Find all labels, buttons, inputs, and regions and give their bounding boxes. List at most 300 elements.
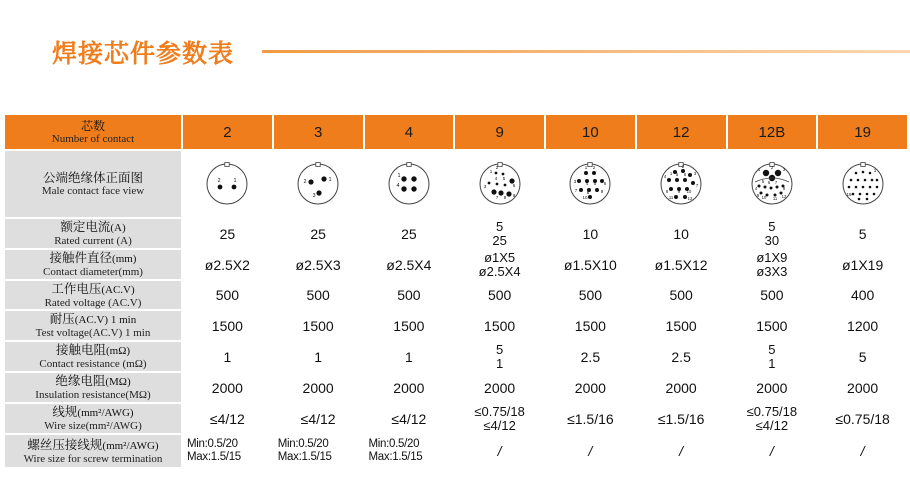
contact-diameter-value-9-line-2: ø2.5X4 bbox=[478, 263, 521, 279]
row-screw-wire-size bbox=[5, 435, 907, 467]
header-row bbox=[5, 115, 907, 149]
contact-pin bbox=[411, 176, 416, 181]
contact-pin bbox=[595, 188, 599, 192]
rated-current-value-10-line-1: 10 bbox=[582, 225, 599, 242]
insulation-resistance-value-4 bbox=[365, 373, 454, 402]
rated-voltage-value-10-line-1: 500 bbox=[578, 287, 603, 303]
pin-number: 9 bbox=[512, 193, 515, 198]
face-view-row bbox=[5, 151, 907, 217]
test-voltage-value-12b-line-1: 1500 bbox=[756, 317, 788, 334]
pin-number: 1 bbox=[669, 171, 673, 176]
face-view-label-cell bbox=[5, 151, 181, 217]
pin-number: 1 bbox=[757, 167, 761, 172]
test-voltage-value-2-line-1: 1500 bbox=[211, 317, 243, 334]
rated-current-value-9 bbox=[455, 219, 544, 248]
contact-pin bbox=[854, 186, 857, 189]
wire-size-label-cn-text: 线规 bbox=[52, 404, 78, 419]
contact-pin bbox=[501, 173, 504, 176]
rated-voltage-value-12b-line-1: 500 bbox=[760, 287, 784, 303]
rated-current-label-cell bbox=[5, 219, 181, 248]
screw-wire-size-value-12 bbox=[637, 435, 726, 467]
contact-pin bbox=[851, 193, 854, 196]
pin-number: 3 bbox=[693, 171, 697, 176]
spec-table bbox=[3, 113, 909, 469]
insulation-resistance-value-12 bbox=[637, 373, 726, 402]
test-voltage-value-12b bbox=[728, 311, 817, 340]
test-voltage-value-10-line-1: 1500 bbox=[574, 317, 606, 334]
rated-voltage-label-en: Rated voltage (AC.V) bbox=[44, 296, 142, 309]
wire-size-value-19 bbox=[818, 404, 907, 433]
contact-resistance-value-10 bbox=[546, 342, 635, 371]
header-col-19: 19 bbox=[818, 115, 907, 149]
rated-current-value-19-line-1: 5 bbox=[858, 225, 867, 242]
contact-pin bbox=[870, 179, 873, 182]
key-notch bbox=[860, 163, 864, 167]
contact-pin bbox=[857, 198, 860, 201]
insulation-resistance-value-2-line-1: 2000 bbox=[211, 379, 243, 396]
face-diagram-9 bbox=[475, 159, 525, 209]
pin-number: 8 bbox=[503, 195, 506, 200]
contact-diameter-label-cn-text: 接触件直径 bbox=[49, 250, 113, 265]
contact-resistance-value-12 bbox=[637, 342, 726, 371]
contact-pin bbox=[872, 193, 875, 196]
pin-number: 1 bbox=[873, 168, 876, 173]
pin-number: 1 bbox=[585, 165, 588, 170]
row-wire-size bbox=[5, 404, 907, 433]
key-notch bbox=[225, 163, 229, 167]
pin-number: 10 bbox=[582, 195, 588, 200]
rated-current-value-19 bbox=[818, 219, 907, 248]
contact-resistance-label-cell bbox=[5, 342, 181, 371]
contact-pin bbox=[506, 191, 511, 196]
contact-pin bbox=[503, 184, 506, 187]
pin-number: 6 bbox=[683, 172, 687, 177]
screw-wire-size-value-3-line-1: Min:0.5/20 bbox=[277, 438, 329, 450]
pin-number: 10 bbox=[686, 189, 692, 194]
insulation-resistance-value-9 bbox=[455, 373, 544, 402]
insulation-resistance-value-12b-line-1: 2000 bbox=[756, 379, 788, 396]
pin-number: 1 bbox=[328, 177, 332, 183]
contact-pin bbox=[495, 183, 498, 186]
contact-diameter-label-en: Contact diameter(mm) bbox=[43, 266, 143, 278]
contact-resistance-value-9-line-1: 5 bbox=[496, 341, 504, 357]
contact-diameter-label-unit: (mm) bbox=[112, 253, 137, 265]
insulation-resistance-value-12b bbox=[728, 373, 817, 402]
pin-number: 6 bbox=[604, 181, 607, 186]
test-voltage-value-12 bbox=[637, 311, 726, 340]
insulator-outline bbox=[207, 164, 247, 204]
contact-diameter-value-2 bbox=[183, 250, 272, 279]
wire-size-value-9-line-2: ≤4/12 bbox=[483, 417, 516, 433]
pin-number: 4 bbox=[586, 181, 589, 186]
screw-wire-size-value-4-line-1: Min:0.5/20 bbox=[368, 438, 420, 450]
rated-voltage-label-unit: (AC.V) bbox=[101, 283, 135, 296]
test-voltage-value-4 bbox=[365, 311, 454, 340]
wire-size-value-10-line-1: ≤1.5/16 bbox=[567, 410, 614, 427]
contact-diameter-value-4 bbox=[365, 250, 454, 279]
key-notch bbox=[588, 163, 592, 167]
wire-size-label-en: Wire size(mm²/AWG) bbox=[44, 420, 142, 432]
screw-wire-size-value-4 bbox=[365, 435, 454, 467]
rated-current-value-4 bbox=[365, 219, 454, 248]
face-cell-2 bbox=[183, 151, 272, 217]
screw-wire-size-label-unit: (mm²/AWG) bbox=[102, 439, 159, 452]
rated-current-label-en: Rated current (A) bbox=[54, 235, 132, 247]
contact-diameter-value-9-line-1: ø1X5 bbox=[484, 249, 516, 265]
test-voltage-label-unit: (AC.V) 1 min bbox=[74, 314, 137, 326]
wire-size-value-10 bbox=[546, 404, 635, 433]
insulation-resistance-value-19 bbox=[818, 373, 907, 402]
insulation-resistance-value-10 bbox=[546, 373, 635, 402]
pin-number: 7 bbox=[495, 195, 498, 200]
pin-number: 10 bbox=[761, 195, 767, 200]
wire-size-value-4-line-1: ≤4/12 bbox=[391, 410, 427, 427]
contact-diameter-value-12 bbox=[637, 250, 726, 279]
contact-resistance-value-2-line-1: 1 bbox=[223, 348, 232, 365]
rated-current-value-12b-line-2: 30 bbox=[764, 232, 780, 248]
contact-pin bbox=[669, 187, 673, 191]
wire-size-value-2-line-1: ≤4/12 bbox=[209, 410, 245, 427]
screw-wire-size-value-12b-line-1: / bbox=[769, 443, 774, 459]
contact-pin bbox=[218, 185, 223, 190]
contact-pin bbox=[411, 186, 416, 191]
contact-diameter-value-10-line-1: ø1.5X10 bbox=[563, 256, 617, 273]
contact-pin bbox=[775, 170, 781, 176]
rated-voltage-value-12b bbox=[728, 281, 817, 309]
rated-current-label-unit: (A) bbox=[110, 222, 126, 234]
rated-voltage-value-12-line-1: 500 bbox=[669, 287, 693, 303]
screw-wire-size-label-en: Wire size for screw termination bbox=[23, 452, 163, 465]
insulation-resistance-value-12-line-1: 2000 bbox=[665, 379, 697, 396]
pin-number: 5 bbox=[761, 179, 765, 184]
face-diagram-3 bbox=[293, 159, 343, 209]
insulation-resistance-value-19-line-1: 2000 bbox=[847, 379, 879, 396]
rated-voltage-value-4 bbox=[365, 281, 454, 309]
test-voltage-value-19-line-1: 1200 bbox=[847, 317, 879, 334]
contact-pin bbox=[584, 171, 588, 175]
contact-pin bbox=[861, 171, 864, 174]
header-col-12b: 12B bbox=[728, 115, 817, 149]
pin-number: 2 bbox=[303, 179, 307, 185]
contact-pin bbox=[757, 185, 760, 188]
pin-number: 12 bbox=[687, 196, 693, 201]
wire-size-value-9-line-1: ≤0.75/18 bbox=[474, 403, 525, 419]
header-col-3: 3 bbox=[274, 115, 363, 149]
contact-resistance-label-cn-text: 接触电阻 bbox=[55, 342, 106, 357]
insulation-resistance-label-unit: (MΩ) bbox=[105, 376, 131, 388]
pin-number: 8 bbox=[665, 189, 669, 194]
contact-pin bbox=[683, 178, 687, 182]
test-voltage-value-9-line-1: 1500 bbox=[484, 317, 516, 334]
contact-pin bbox=[868, 186, 871, 189]
wire-size-label-cn bbox=[5, 405, 181, 420]
face-diagram-12 bbox=[656, 159, 706, 209]
contact-pin bbox=[868, 172, 871, 175]
face-view-label-en: Male contact face view bbox=[41, 185, 145, 197]
rated-current-value-12b bbox=[728, 219, 817, 248]
contact-pin bbox=[675, 178, 679, 182]
screw-wire-size-value-3-line-2: Max:1.5/15 bbox=[277, 451, 332, 463]
rated-voltage-value-12 bbox=[637, 281, 726, 309]
rated-current-value-12b-line-1: 5 bbox=[768, 218, 776, 234]
rated-current-value-2-line-1: 25 bbox=[219, 225, 236, 242]
contact-resistance-label-cn bbox=[5, 343, 181, 358]
contact-pin bbox=[763, 186, 766, 189]
row-contact-diameter bbox=[5, 250, 907, 279]
contact-diameter-value-10 bbox=[546, 250, 635, 279]
pin-number: 7 bbox=[575, 188, 578, 193]
pin-number: 3 bbox=[483, 184, 486, 189]
face-diagram-19 bbox=[838, 159, 888, 209]
contact-pin bbox=[232, 185, 237, 190]
rated-current-value-12 bbox=[637, 219, 726, 248]
face-diagram-4 bbox=[384, 159, 434, 209]
title-rule bbox=[262, 50, 910, 53]
rated-voltage-value-19-line-1: 400 bbox=[850, 287, 875, 303]
rated-voltage-label-cell bbox=[5, 281, 181, 309]
rated-voltage-value-9-line-1: 500 bbox=[487, 287, 512, 303]
rated-current-value-10 bbox=[546, 219, 635, 248]
insulator-outline bbox=[389, 164, 429, 204]
pin-number: 2 bbox=[217, 178, 221, 184]
pin-number: 5 bbox=[675, 172, 679, 177]
test-voltage-label-cn-text: 耐压 bbox=[49, 311, 75, 326]
rated-current-label-cn bbox=[5, 220, 181, 235]
test-voltage-value-9 bbox=[455, 311, 544, 340]
contact-resistance-value-9-line-2: 1 bbox=[496, 355, 504, 371]
contact-resistance-value-3 bbox=[274, 342, 363, 371]
contact-pin bbox=[858, 193, 861, 196]
face-diagram-10 bbox=[565, 159, 615, 209]
contact-pin bbox=[487, 182, 490, 185]
contact-diameter-value-12b-line-2: ø3X3 bbox=[756, 263, 788, 279]
screw-wire-size-value-2-line-1: Min:0.5/20 bbox=[187, 438, 238, 450]
contact-resistance-value-4-line-1: 1 bbox=[404, 348, 413, 365]
contact-pin bbox=[775, 186, 778, 189]
wire-size-value-19-line-1: ≤0.75/18 bbox=[835, 410, 890, 427]
contact-resistance-label-en: Contact resistance (mΩ) bbox=[39, 358, 147, 370]
header-label-cn: 芯数 bbox=[80, 119, 105, 133]
test-voltage-label-cell bbox=[5, 311, 181, 340]
contact-resistance-value-12b bbox=[728, 342, 817, 371]
header-col-9: 9 bbox=[455, 115, 544, 149]
test-voltage-value-3-line-1: 1500 bbox=[302, 317, 334, 334]
pin-number: 19 bbox=[846, 192, 852, 197]
contact-pin bbox=[494, 172, 497, 175]
pin-number: 9 bbox=[677, 189, 681, 194]
insulation-resistance-label-cn-text: 绝缘电阻 bbox=[55, 373, 106, 388]
screw-wire-size-label-cn bbox=[5, 438, 181, 453]
contact-pin bbox=[691, 181, 695, 185]
pin-number: 5 bbox=[502, 176, 505, 181]
contact-diameter-value-19 bbox=[818, 250, 907, 279]
screw-wire-size-value-19-line-1: / bbox=[860, 443, 865, 459]
face-view-label-cn: 公端绝缘体正面图 bbox=[42, 170, 143, 185]
pin-number: 2 bbox=[770, 165, 774, 170]
wire-size-value-3 bbox=[274, 404, 363, 433]
contact-pin bbox=[588, 195, 592, 199]
rated-current-value-2 bbox=[183, 219, 272, 248]
rated-voltage-value-3 bbox=[274, 281, 363, 309]
pin-number: 7 bbox=[695, 183, 699, 188]
contact-diameter-value-19-line-1: ø1X19 bbox=[842, 256, 884, 273]
contact-resistance-value-19 bbox=[818, 342, 907, 371]
pin-number: 1 bbox=[233, 178, 237, 184]
contact-resistance-value-12-line-1: 2.5 bbox=[671, 348, 691, 365]
wire-size-label-cell bbox=[5, 404, 181, 433]
screw-wire-size-label-cn-text: 螺丝压接线规 bbox=[27, 436, 103, 452]
contact-pin bbox=[854, 172, 857, 175]
header-label-en: Number of contact bbox=[51, 133, 135, 145]
contact-pin bbox=[688, 173, 692, 177]
insulation-resistance-value-3 bbox=[274, 373, 363, 402]
rated-voltage-value-2 bbox=[183, 281, 272, 309]
contact-pin bbox=[592, 171, 596, 175]
test-voltage-value-19 bbox=[818, 311, 907, 340]
rated-current-value-9-line-2: 25 bbox=[492, 232, 507, 248]
header-col-2: 2 bbox=[183, 115, 272, 149]
pin-number: 4 bbox=[663, 174, 667, 179]
rated-voltage-label-cn-text: 工作电压 bbox=[51, 280, 102, 296]
screw-wire-size-value-4-line-2: Max:1.5/15 bbox=[368, 451, 423, 463]
screw-wire-size-value-12-line-1: / bbox=[679, 443, 684, 459]
face-cell-12b bbox=[728, 151, 817, 217]
screw-wire-size-value-10-line-1: / bbox=[588, 443, 593, 459]
key-notch bbox=[316, 163, 320, 167]
pin-number: 2 bbox=[593, 165, 596, 170]
test-voltage-label-cn bbox=[5, 312, 181, 327]
wire-size-label-unit: (mm²/AWG) bbox=[77, 407, 134, 419]
key-notch bbox=[497, 163, 501, 167]
pin-number: 2 bbox=[495, 165, 498, 170]
pin-number: 6 bbox=[767, 180, 771, 185]
pin-number: 2 bbox=[681, 164, 685, 169]
contact-diameter-value-12-line-1: ø1.5X12 bbox=[654, 256, 708, 273]
contact-diameter-value-3 bbox=[274, 250, 363, 279]
insulation-resistance-label-en: Insulation resistance(MΩ) bbox=[35, 389, 151, 401]
pin-number: 3 bbox=[312, 193, 316, 199]
rated-current-value-3-line-1: 25 bbox=[310, 225, 326, 242]
header-col-12: 12 bbox=[637, 115, 726, 149]
contact-pin bbox=[579, 188, 583, 192]
test-voltage-value-10 bbox=[546, 311, 635, 340]
contact-resistance-value-12b-line-2: 1 bbox=[768, 355, 776, 371]
contact-pin bbox=[861, 186, 864, 189]
contact-diameter-value-2-line-1: ø2.5X2 bbox=[204, 256, 250, 273]
insulator-outline bbox=[843, 164, 883, 204]
pin-number: 6 bbox=[512, 183, 515, 188]
rated-voltage-label-cn bbox=[5, 282, 181, 297]
insulation-resistance-value-4-line-1: 2000 bbox=[393, 379, 425, 396]
contact-diameter-value-9 bbox=[455, 250, 544, 279]
contact-pin bbox=[317, 190, 322, 195]
contact-pin bbox=[309, 179, 314, 184]
pin-number: 9 bbox=[756, 193, 760, 198]
contact-resistance-value-3-line-1: 1 bbox=[314, 348, 323, 365]
row-contact-resistance bbox=[5, 342, 907, 371]
face-cell-4 bbox=[365, 151, 454, 217]
insulation-resistance-value-3-line-1: 2000 bbox=[302, 379, 334, 396]
face-cell-12 bbox=[637, 151, 726, 217]
wire-size-value-12 bbox=[637, 404, 726, 433]
contact-resistance-value-12b-line-1: 5 bbox=[768, 341, 776, 357]
screw-wire-size-value-2 bbox=[183, 435, 272, 467]
insulation-resistance-value-10-line-1: 2000 bbox=[574, 379, 606, 396]
contact-pin bbox=[856, 179, 859, 182]
test-voltage-value-2 bbox=[183, 311, 272, 340]
rated-voltage-value-2-line-1: 500 bbox=[215, 287, 240, 303]
pin-number: 8 bbox=[587, 190, 590, 195]
contact-pin bbox=[322, 176, 327, 181]
row-rated-current bbox=[5, 219, 907, 248]
contact-resistance-label-unit: (mΩ) bbox=[105, 345, 131, 357]
insulation-resistance-value-2 bbox=[183, 373, 272, 402]
rated-current-value-4-line-1: 25 bbox=[401, 225, 417, 242]
wire-size-value-2 bbox=[183, 404, 272, 433]
row-test-voltage bbox=[5, 311, 907, 340]
face-cell-9 bbox=[455, 151, 544, 217]
contact-diameter-value-4-line-1: ø2.5X4 bbox=[386, 256, 432, 273]
test-voltage-value-3 bbox=[274, 311, 363, 340]
header-label-cell bbox=[5, 115, 181, 149]
rated-current-value-3 bbox=[274, 219, 363, 248]
test-voltage-value-12-line-1: 1500 bbox=[665, 317, 697, 334]
pin-number: 1 bbox=[397, 173, 401, 179]
contact-diameter-value-12b bbox=[728, 250, 817, 279]
screw-wire-size-value-9-line-1: / bbox=[497, 443, 502, 459]
wire-size-value-12-line-1: ≤1.5/16 bbox=[657, 410, 705, 427]
wire-size-value-9 bbox=[455, 404, 544, 433]
wire-size-value-3-line-1: ≤4/12 bbox=[300, 410, 336, 427]
wire-size-value-12b-line-1: ≤0.75/18 bbox=[746, 403, 798, 419]
screw-wire-size-value-19 bbox=[818, 435, 907, 467]
contact-pin bbox=[667, 178, 671, 182]
contact-resistance-value-2 bbox=[183, 342, 272, 371]
contact-pin bbox=[865, 193, 868, 196]
pin-number: 3 bbox=[574, 179, 577, 184]
row-rated-voltage bbox=[5, 281, 907, 309]
screw-wire-size-label-cell bbox=[5, 435, 181, 467]
contact-pin bbox=[875, 179, 878, 182]
screw-wire-size-value-3 bbox=[274, 435, 363, 467]
insulation-resistance-value-9-line-1: 2000 bbox=[484, 379, 516, 396]
test-voltage-value-4-line-1: 1500 bbox=[393, 317, 425, 334]
contact-pin bbox=[577, 179, 581, 183]
contact-pin bbox=[683, 195, 687, 199]
test-voltage-label-en: Test voltage(AC.V) 1 min bbox=[35, 327, 151, 339]
contact-resistance-value-10-line-1: 2.5 bbox=[580, 348, 601, 365]
wire-size-value-12b-line-2: ≤4/12 bbox=[755, 417, 789, 433]
contact-pin bbox=[763, 170, 769, 176]
contact-pin bbox=[674, 195, 678, 199]
rated-voltage-value-3-line-1: 500 bbox=[306, 287, 330, 303]
contact-diameter-value-12b-line-1: ø1X9 bbox=[756, 249, 788, 265]
page-title: 焊接芯件参数表 bbox=[52, 39, 235, 68]
insulation-resistance-label-cell bbox=[5, 373, 181, 402]
header-col-4: 4 bbox=[365, 115, 454, 149]
screw-wire-size-value-10 bbox=[546, 435, 635, 467]
pin-number: 8 bbox=[782, 186, 786, 191]
contact-pin bbox=[875, 186, 878, 189]
contact-diameter-label-cn bbox=[5, 251, 181, 266]
contact-resistance-value-9 bbox=[455, 342, 544, 371]
contact-pin bbox=[491, 189, 496, 194]
contact-diameter-value-3-line-1: ø2.5X3 bbox=[295, 256, 341, 273]
insulation-resistance-label-cn bbox=[5, 374, 181, 389]
rated-voltage-value-9 bbox=[455, 281, 544, 309]
rated-voltage-value-4-line-1: 500 bbox=[397, 287, 421, 303]
face-diagram-2 bbox=[202, 159, 252, 209]
